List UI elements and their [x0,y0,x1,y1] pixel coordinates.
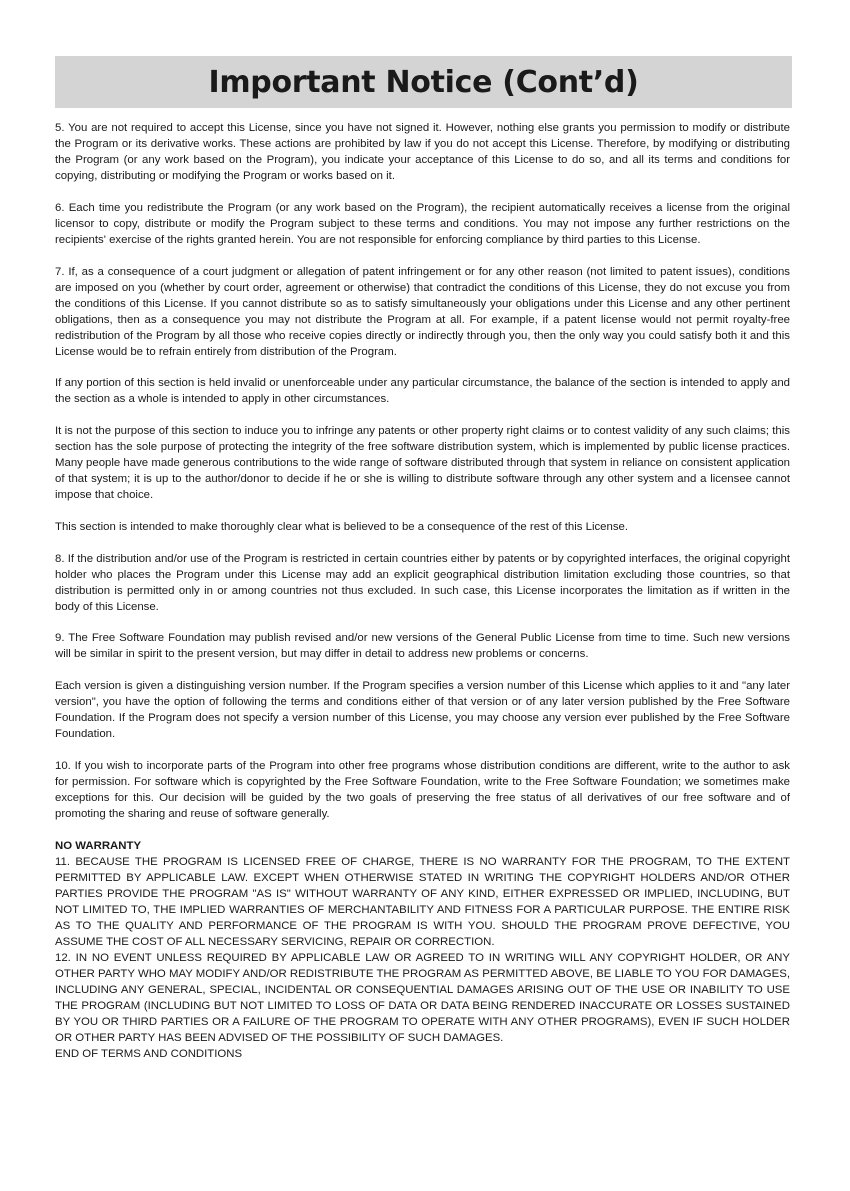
paragraph-9: 9. The Free Software Foundation may publish revised and/or new versions of the General Public License from time to time. Such new versions will be similar in spirit to the present version, but may differ in detail to address new problems or concerns. [55,632,790,661]
end-of-terms: END OF TERMS AND CONDITIONS [55,1048,243,1061]
document-body [55,120,790,1062]
paragraph-8: 8. If the distribution and/or use of the Program is restricted in certain countries either by patents or by copyrighted interfaces, the original copyright holder who places the Program under this License may add an explicit geographical distribution limitation excluding those countries, so that distribution is permitted only in or among countries not thus excluded. In such case, this License incorporates the limitation as if written in the body of this License. [55,552,790,613]
page-title: Important Notice (Cont’d) [208,64,639,100]
paragraph-7-purpose: It is not the purpose of this section to induce you to infringe any patents or other property right claims or to contest validity of any such claims; this section has the sole purpose of protecting the integrity of the free software distribution system, which is implemented by public license practices. Many people have made generous contributions to the wide range of software distributed through that system in reliance on consistent application of that system; it is up to the author/donor to decide if he or she is willing to distribute software through any other system and a licensee cannot impose that choice. [55,425,790,502]
paragraph-11: 11. BECAUSE THE PROGRAM IS LICENSED FREE OF CHARGE, THERE IS NO WARRANTY FOR THE PROGRAM, TO THE EXTENT PERMITTED BY APPLICABLE LAW. EXCEPT WHEN OTHERWISE STATED IN WRITING THE COPYRIGHT HOLDERS AND/OR OTHER PARTIES PROVIDE THE PROGRAM "AS IS" WITHOUT WARRANTY OF ANY KIND, EITHER EXPRESSED OR IMPLIED, INCLUDING, BUT NOT LIMITED TO, THE IMPLIED WARRANTIES OF MERCHANTABILITY AND FITNESS FOR A PARTICULAR PURPOSE. THE ENTIRE RISK AS TO THE QUALITY AND PERFORMANCE OF THE PROGRAM IS WITH YOU. SHOULD THE PROGRAM PROVE DEFECTIVE, YOU ASSUME THE COST OF ALL NECESSARY SERVICING, REPAIR OR CORRECTION. [55,855,790,948]
no-warranty-heading: NO WARRANTY [55,839,142,852]
no-warranty-section [55,838,790,1063]
paragraph-12: 12. IN NO EVENT UNLESS REQUIRED BY APPLICABLE LAW OR AGREED TO IN WRITING WILL ANY COPYRIGHT HOLDER, OR ANY OTHER PARTY WHO MAY MODIFY AND/OR REDISTRIBUTE THE PROGRAM AS PERMITTED ABOVE, BE LIABLE TO YOU FOR DAMAGES, INCLUDING ANY GENERAL, SPECIAL, INCIDENTAL OR CONSEQUENTIAL DAMAGES ARISING OUT OF THE USE OR INABILITY TO USE THE PROGRAM (INCLUDING BUT NOT LIMITED TO LOSS OF DATA OR DATA BEING RENDERED INACCURATE OR LOSSES SUSTAINED BY YOU OR THIRD PARTIES OR A FAILURE OF THE PROGRAM TO OPERATE WITH ANY OTHER PROGRAMS), EVEN IF SUCH HOLDER OR OTHER PARTY HAS BEEN ADVISED OF THE POSSIBILITY OF SUCH DAMAGES. [55,951,790,1045]
paragraph-9-versions: Each version is given a distinguishing version number. If the Program specifies a version number of this License which applies to it and "any later version", you have the option of following the terms and conditions either of that version or of any later version published by the Free Software Foundation. If the Program does not specify a version number of this License, you may choose any version ever published by the Free Software Foundation. [55,680,790,741]
paragraph-5: 5. You are not required to accept this License, since you have not signed it. However, nothing else grants you permission to modify or distribute the Program or its derivative works. These actions are prohibited by law if you do not accept this License. Therefore, by modifying or distributing the Program (or any work based on the Program), you indicate your acceptance of this License to do so, and all its terms and conditions for copying, distributing or modifying the Program or works based on it. [55,122,790,183]
paragraph-10: 10. If you wish to incorporate parts of the Program into other free programs whose distribution conditions are different, write to the author to ask for permission. For software which is copyrighted by the Free Software Foundation, write to the Free Software Foundation; we sometimes make exceptions for this. Our decision will be guided by the two goals of preserving the free status of all derivatives of our free software and of promoting the sharing and reuse of software generally. [55,759,790,820]
paragraph-7-invalid-portion: If any portion of this section is held invalid or unenforceable under any particular circumstance, the balance of the section is intended to apply and the section as a whole is intended to apply in other circumstances. [55,377,790,406]
paragraph-7-clarification: This section is intended to make thoroughly clear what is believed to be a consequence of the rest of this License. [55,520,629,533]
paragraph-6: 6. Each time you redistribute the Program (or any work based on the Program), the recipient automatically receives a license from the original licensor to copy, distribute or modify the Program subject to these terms and conditions. You may not impose any further restrictions on the recipients' exercise of the rights granted herein. You are not responsible for enforcing compliance by third parties to this License. [55,201,790,246]
paragraph-7: 7. If, as a consequence of a court judgment or allegation of patent infringement or for any other reason (not limited to patent issues), conditions are imposed on you (whether by court order, agreement or otherwise) that contradict the conditions of this License, they do not excuse you from the conditions of this License. If you cannot distribute so as to satisfy simultaneously your obligations under this License and any other pertinent obligations, then as a consequence you may not distribute the Program at all. For example, if a patent license would not permit royalty-free redistribution of the Program by all those who receive copies directly or indirectly through you, then the only way you could satisfy both it and this License would be to refrain entirely from distribution of the Program. [55,265,790,358]
title-bar [55,56,792,108]
